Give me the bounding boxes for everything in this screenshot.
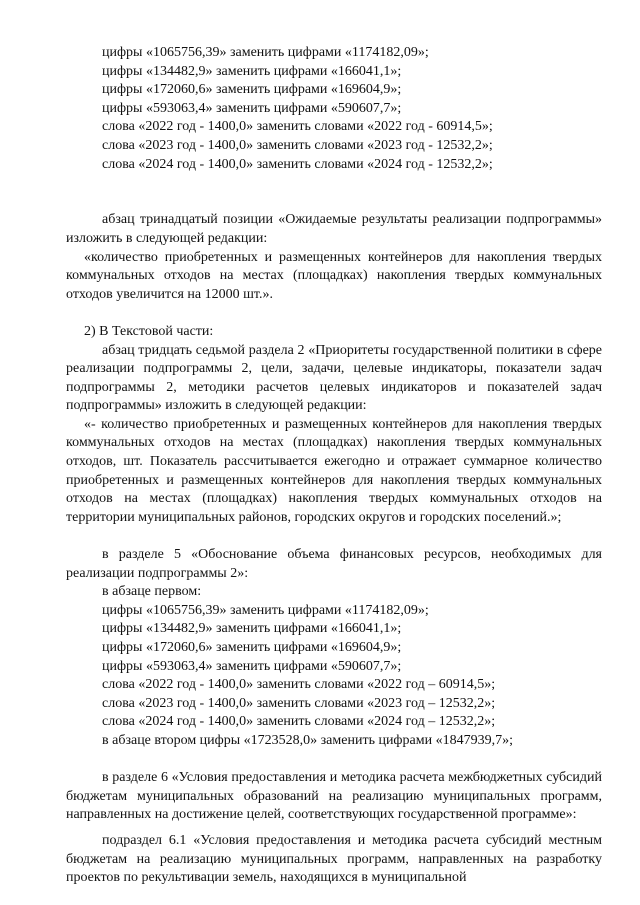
amendment-line: в абзаце первом: <box>102 584 202 600</box>
spacer <box>66 825 602 832</box>
paragraph-intro: абзац тридцать седьмой раздела 2 «Приоритеты государственной политики в сфере реализации подпрограммы 2, цели, задачи, целевые индикаторы, показатели задач подпрограммы 2, методики расчетов целевых индикаторов и показателей задач подпрограммы» изложить в следующей редакции: <box>66 342 602 414</box>
paragraph-quote: «количество приобретенных и размещенных контейнеров для накопления твердых коммунальных отходов на местах (площадках) накопления твердых коммунальных отходов увеличится на 12000 шт.». <box>66 249 602 302</box>
amendment-line: цифры «172060,6» заменить цифрами «169604,9»; <box>102 82 402 98</box>
document-page <box>66 44 602 888</box>
amendment-line: в абзаце втором цифры «1723528,0» заменить цифрами «1847939,7»; <box>102 732 513 748</box>
amendment-line: цифры «593063,4» заменить цифрами «590607,7»; <box>102 100 402 116</box>
section-heading: 2) В Текстовой части: <box>84 323 214 339</box>
amendment-line: цифры «134482,9» заменить цифрами «166041,1»; <box>102 63 402 79</box>
amendment-line: слова «2024 год - 1400,0» заменить словами «2024 год - 12532,2»; <box>102 156 493 172</box>
spacer <box>66 527 602 546</box>
paragraph-quote: «- количество приобретенных и размещенных контейнеров для накопления твердых коммунальных отходов на местах (площадках) накопления твердых коммунальных отходов, шт. Показатель рассчитывается ежегодно и отражает суммарное количество приобретенных и размещенных контейнеров для накопления твердых коммунальных отходов на местах (площадках) накопления твердых коммунальных отходов на территории муниципальных районов, городских округов и городских поселений.»; <box>66 416 602 525</box>
section5-block <box>66 546 602 751</box>
amendment-line: слова «2024 год - 1400,0» заменить словами «2024 год – 12532,2»; <box>102 714 496 730</box>
amendment-list-passport <box>66 44 602 174</box>
amendment-line: слова «2023 год - 1400,0» заменить словами «2023 год - 12532,2»; <box>102 137 493 153</box>
paragraph-intro: в разделе 5 «Обоснование объема финансовых ресурсов, необходимых для реализации подпрограммы 2»: <box>66 547 602 581</box>
amendment-line: цифры «134482,9» заменить цифрами «166041,1»; <box>102 621 402 637</box>
amendment-line: цифры «172060,6» заменить цифрами «169604,9»; <box>102 640 402 655</box>
amendment-line: цифры «1065756,39» заменить цифрами «1174182,09»; <box>102 602 429 618</box>
amendment-line: слова «2023 год - 1400,0» заменить словами «2023 год – 12532,2»; <box>102 695 496 711</box>
amendment-line: цифры «593063,4» заменить цифрами «590607,7»; <box>102 658 402 674</box>
spacer <box>66 174 602 193</box>
amendment-line: цифры «1065756,39» заменить цифрами «1174182,09»; <box>102 45 429 60</box>
spacer <box>66 751 602 770</box>
paragraph-subsection: подраздел 6.1 «Условия предоставления и методика расчета субсидий местным бюджетам на реализацию муниципальных программ, направленных на разработку проектов по рекультивации земель, находящихся в муниципальной <box>66 832 602 886</box>
section6-block <box>66 769 602 888</box>
spacer <box>66 193 602 212</box>
expected-results-block <box>66 211 602 304</box>
amendment-line: слова «2022 год - 1400,0» заменить словами «2022 год - 60914,5»; <box>102 119 493 135</box>
paragraph-intro: в разделе 6 «Условия предоставления и методика расчета межбюджетных субсидий бюджетам муниципальных образований на реализацию муниципальных программ, направленных на достижение целей, соответствующих государственной программе»: <box>66 770 602 823</box>
text-part-block <box>66 323 602 528</box>
paragraph-intro: абзац тринадцатый позиции «Ожидаемые результаты реализации подпрограммы» изложить в следующей редакции: <box>66 212 602 246</box>
spacer <box>66 304 602 323</box>
amendment-line: слова «2022 год - 1400,0» заменить словами «2022 год – 60914,5»; <box>102 677 496 693</box>
